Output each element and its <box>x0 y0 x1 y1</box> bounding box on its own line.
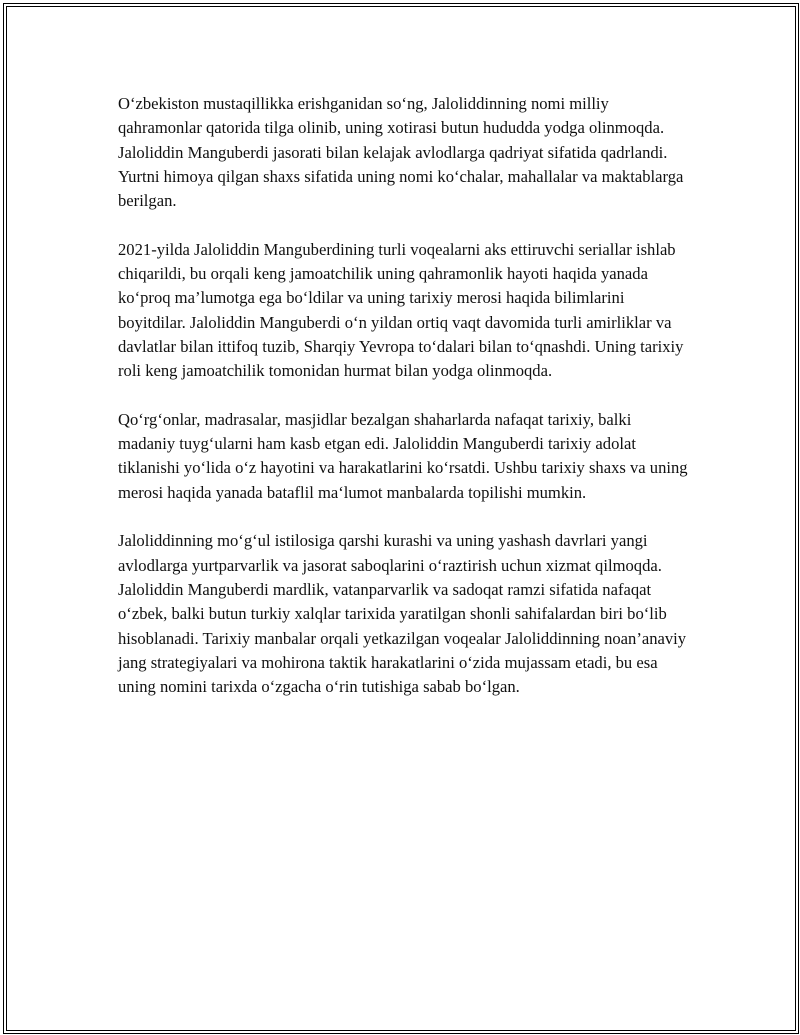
document-body <box>118 92 688 724</box>
paragraph-3: Qo‘rg‘onlar, madrasalar, masjidlar bezalgan shaharlarda nafaqat tarixiy, balki madaniy tuyg‘ularni ham kasb etgan edi. Jaloliddin Manguberdi tarixiy adolat tiklanishi yo‘lida o‘z hayotini va harakatlarini ko‘rsatdi. Ushbu tarixiy shaxs va uning merosi haqida yanada bataflil ma‘lumot manbalarda topilishi mumkin. <box>118 409 688 502</box>
paragraph-4: Jaloliddinning mo‘g‘ul istilosiga qarshi kurashi va uning yashash davrlari yangi avlodlarga yurtparvarlik va jasorat saboqlarini o‘raztirish uchun xizmat qilmoqda. Jaloliddin Manguberdi mardlik, vatanparvarlik va sadoqat ramzi sifatida nafaqat o‘zbek, balki butun turkiy xalqlar tarixida yaratilgan shonli sahifalardan biri bo‘lib hisoblanadi. Tarixiy manbalar orqali yetkazilgan voqealar Jaloliddinning noan’anaviy jang strategiyalari va mohirona taktik harakatlarini o‘zida mujassam etadi, bu esa uning nomini tarixda o‘zgacha o‘rin tutishiga sabab bo‘lgan. <box>118 531 687 697</box>
paragraph-2: 2021-yilda Jaloliddin Manguberdining turli voqealarni aks ettiruvchi seriallar ishlab chiqarildi, bu orqali keng jamoatchilik uning qahramonlik hayoti haqida yanada ko‘proq ma’lumotga ega bo‘ldilar va uning tarixiy merosi haqida bilimlarini boyitdilar. Jaloliddin Manguberdi o‘n yildan ortiq vaqt davomida turli amirliklar va davlatlar bilan ittifoq tuzib, Sharqiy Yevropa to‘dalari bilan to‘qnashdi. Uning tarixiy roli keng jamoatchilik tomonidan hurmat bilan yodga olinmoqda. <box>118 239 684 381</box>
paragraph-1: O‘zbekiston mustaqillikka erishganidan so‘ng, Jaloliddinning nomi milliy qahramonlar qatorida tilga olinib, uning xotirasi butun hududda yodga olinmoqda. Jaloliddin Manguberdi jasorati bilan kelajak avlodlarga qadriyat sifatida qadrlandi. Yurtni himoya qilgan shaxs sifatida uning nomi ko‘chalar, mahallalar va maktablarga berilgan. <box>118 94 684 211</box>
